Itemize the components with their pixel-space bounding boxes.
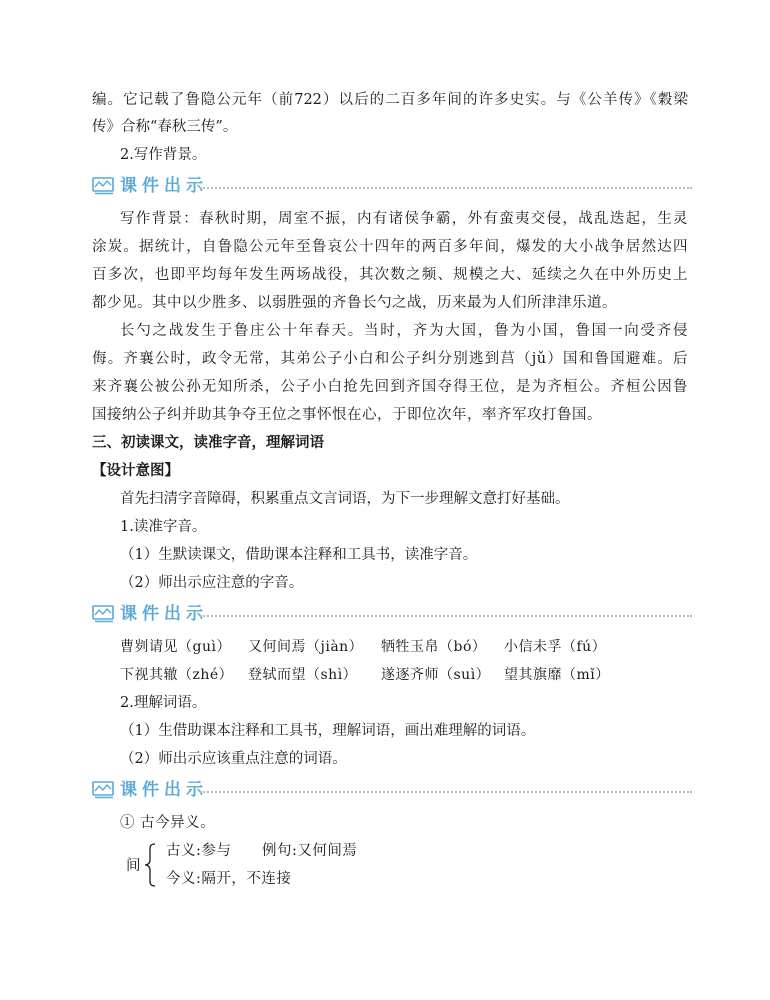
pronunciation-entry: 遂逐齐师（suì）: [381, 667, 491, 683]
courseware-banner: [92, 779, 692, 801]
curly-brace-icon: [142, 842, 158, 888]
example-sentence: 例句:又何间焉: [262, 843, 358, 859]
pronunciation-entry: 望其旗靡（mǐ）: [504, 667, 610, 683]
section-heading: 三、初读课文，读准字音，理解词语: [92, 434, 324, 451]
courseware-icon: [92, 781, 116, 799]
background-line: 侮。齐襄公时，政令无常，其弟公子小白和公子纠分别逃到莒（jǔ）国和鲁国避难。后: [92, 351, 688, 367]
background-line: 来齐襄公被公孙无知所杀，公子小白抢先回到齐国夺得王位，是为齐桓公。齐桓公因鲁: [92, 379, 688, 395]
background-line: 国接纳公子纠并助其争夺王位之事怀恨在心，于即位次年，率齐军攻打鲁国。: [92, 407, 602, 423]
courseware-banner-label: 课件出示: [120, 176, 208, 196]
pronunciation-entry: 小信未孚（fú）: [504, 639, 607, 655]
paragraph-intro-line2: 传》合称“春秋三传”。: [92, 119, 238, 135]
writing-background-item: 2.写作背景。: [120, 147, 207, 163]
courseware-banner-label: 课件出示: [120, 780, 208, 800]
step-item: （2）师出示应注意的字音。: [120, 575, 304, 591]
step-read-pronunciation: 1.读准字音。: [120, 519, 207, 535]
paragraph-intro-line1: 编。它记载了鲁隐公元年（前722）以后的二百多年间的许多史实。与《公羊传》《穀梁: [92, 92, 688, 108]
background-line: 百多次，也即平均每年发生两场战役，其次数之频、规模之大、延续之久在中外历史上: [92, 267, 688, 283]
step-understand-words: 2.理解词语。: [120, 695, 207, 711]
step-item: （1）生借助课本注释和工具书，理解词语，画出难理解的词语。: [120, 723, 536, 739]
pronunciation-entry: 又何间焉（jiàn）: [248, 639, 364, 655]
courseware-banner: [92, 603, 692, 625]
step-item: （1）生默读课文，借助课本注释和工具书，读准字音。: [120, 547, 478, 563]
pronunciation-entry: 曹刿请见（guì）: [120, 639, 231, 655]
pronunciation-entry: 下视其辙（zhé）: [120, 667, 234, 683]
banner-divider: [200, 791, 692, 793]
step-item: （2）师出示应该重点注意的词语。: [120, 751, 347, 767]
courseware-icon: [92, 605, 116, 623]
background-line: 涂炭。据统计，自鲁隐公元年至鲁哀公十四年的两百多年间，爆发的大小战争居然达四: [92, 239, 688, 255]
background-line: 写作背景：春秋时期，周室不振，内有诸侯争霸，外有蛮夷交侵，战乱迭起，生灵: [120, 211, 688, 227]
background-line: 都少见。其中以少胜多、以弱胜强的齐鲁长勺之战，历来最为人们所津津乐道。: [92, 295, 617, 311]
design-intent-text: 首先扫清字音障碍，积累重点文言词语，为下一步理解文意打好基础。: [120, 491, 570, 507]
courseware-banner: [92, 175, 692, 197]
background-line: 长勺之战发生于鲁庄公十年春天。当时，齐为大国，鲁为小国，鲁国一向受齐侵: [120, 323, 688, 339]
design-intent-label: 【设计意图】: [92, 462, 179, 479]
vocab-word: 间: [126, 858, 141, 874]
banner-divider: [200, 187, 692, 189]
modern-meaning: 今义:隔开，不连接: [166, 871, 292, 887]
courseware-banner-label: 课件出示: [120, 604, 208, 624]
ancient-meaning: 古义:参与: [166, 843, 232, 859]
pronunciation-entry: 登轼而望（shì）: [248, 667, 358, 683]
ancient-modern-heading: ① 古今异义。: [120, 815, 216, 831]
pronunciation-entry: 牺牲玉帛（bó）: [381, 639, 487, 655]
banner-divider: [200, 615, 692, 617]
courseware-icon: [92, 177, 116, 195]
